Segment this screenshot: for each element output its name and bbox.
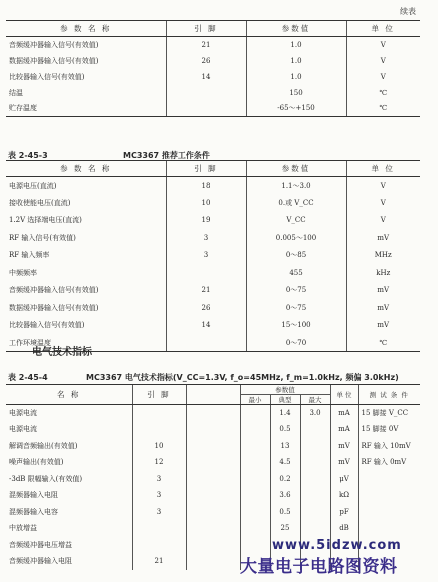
spec-blank — [186, 454, 240, 471]
spec-min — [240, 520, 270, 537]
spec-min — [240, 537, 270, 554]
operating-conditions-body — [6, 177, 420, 352]
spec-typ: 0.5 — [270, 421, 300, 438]
param-unit: mV — [346, 282, 420, 300]
param-name: 中频频率 — [9, 268, 37, 277]
spec-max — [300, 471, 330, 488]
param-value: 455 — [246, 264, 346, 282]
spec-min — [240, 504, 270, 521]
spec-blank — [186, 438, 240, 455]
spec-name: 解调音频输出(有效值) — [9, 441, 78, 450]
param-name: 比较器输入信号(有效值) — [9, 321, 85, 330]
spec-blank — [186, 421, 240, 438]
spec-name: 中放增益 — [9, 524, 37, 533]
col-header-unit: 单 位 — [346, 21, 420, 37]
spec-condition — [358, 487, 420, 504]
param-name: 贮存温度 — [6, 101, 166, 117]
table-row — [6, 487, 420, 504]
col-header-name: 参 数 名 称 — [6, 21, 166, 37]
table3-title: MC3367 电气技术指标(V_CC=1.3V, f_o=45MHz, f_m=1.0kHz, 频偏 3.0kHz) — [86, 373, 399, 382]
section-title: 电气技术指标 — [32, 347, 92, 358]
param-value: V_CC — [246, 212, 346, 230]
spec-blank — [186, 471, 240, 488]
col-header-min: 最小 — [240, 395, 270, 405]
table-row — [6, 405, 420, 422]
param-unit: V — [346, 194, 420, 212]
param-value: 0～75 — [246, 299, 346, 317]
col-header-pin: 引 脚 — [132, 385, 186, 405]
limits-table — [6, 20, 420, 117]
param-unit: mV — [346, 299, 420, 317]
param-pin: 21 — [166, 37, 246, 53]
param-unit: ℃ — [346, 85, 420, 101]
table-row — [6, 282, 420, 300]
spec-pin: 3 — [132, 471, 186, 488]
spec-max: 3.0 — [300, 405, 330, 422]
table-row — [6, 247, 420, 265]
param-value: 1.0 — [246, 37, 346, 53]
spec-pin — [132, 537, 186, 554]
spec-blank — [186, 504, 240, 521]
spec-blank — [186, 487, 240, 504]
table-row — [6, 53, 420, 69]
param-pin — [166, 334, 246, 352]
spec-max — [300, 438, 330, 455]
table-row — [6, 37, 420, 53]
spec-typ: 4.5 — [270, 454, 300, 471]
param-unit: MHz — [346, 247, 420, 265]
param-pin: 26 — [166, 53, 246, 69]
table-row — [6, 504, 420, 521]
param-unit: V — [346, 69, 420, 85]
spec-condition: 15 脚接 0V — [358, 421, 420, 438]
param-pin: 18 — [166, 177, 246, 195]
spec-name: 混频器输入电容 — [9, 507, 58, 516]
col-header-value: 参数值 — [246, 21, 346, 37]
table-row — [6, 471, 420, 488]
watermark-text: 大量电子电路图资料 — [240, 557, 398, 577]
param-value: 0～85 — [246, 247, 346, 265]
col-header-value: 参数值 — [246, 161, 346, 177]
param-value: 1.1～3.0 — [246, 177, 346, 195]
spec-unit: mA — [330, 421, 358, 438]
spec-pin: 3 — [132, 504, 186, 521]
param-unit: ℃ — [346, 334, 420, 352]
param-name: 结温 — [9, 88, 23, 97]
param-value: 150 — [246, 85, 346, 101]
param-value: 0.或 V_CC — [246, 194, 346, 212]
spec-condition: 15 脚接 V_CC — [358, 405, 420, 422]
spec-typ: 3.6 — [270, 487, 300, 504]
table-row — [6, 177, 420, 195]
param-name: 音频缓冲器输入信号(有效值) — [9, 40, 99, 49]
operating-conditions-table — [6, 160, 420, 352]
continuation-label: 续表 — [400, 7, 416, 16]
param-pin — [166, 101, 246, 117]
param-unit: V — [346, 53, 420, 69]
param-unit: V — [346, 212, 420, 230]
table2-title: MC3367 推荐工作条件 — [123, 151, 210, 160]
spec-condition: RF 输入 10mV — [358, 438, 420, 455]
col-header-typ: 典型 — [270, 395, 300, 405]
param-unit: V — [346, 37, 420, 53]
spec-name: 音频缓冲器输入电阻 — [9, 557, 72, 566]
param-name: 工作环境温度 — [6, 334, 166, 352]
spec-typ: 1.4 — [270, 405, 300, 422]
spec-min — [240, 421, 270, 438]
spec-pin — [132, 520, 186, 537]
spec-condition — [358, 520, 420, 537]
table-row — [6, 212, 420, 230]
spec-condition — [358, 504, 420, 521]
spec-min — [240, 438, 270, 455]
param-pin: 10 — [166, 194, 246, 212]
spec-name: 电源电流 — [9, 425, 37, 434]
param-pin: 14 — [166, 317, 246, 335]
spec-name: -3dB 限幅输入(有效值) — [9, 474, 83, 483]
param-value: 1.0 — [246, 69, 346, 85]
col-header-pin: 引 脚 — [166, 161, 246, 177]
table-row — [6, 69, 420, 85]
spec-condition — [358, 471, 420, 488]
spec-pin: 21 — [132, 553, 186, 570]
spec-min — [240, 405, 270, 422]
spec-unit: μV — [330, 471, 358, 488]
col-header-name: 名 称 — [6, 385, 132, 405]
param-pin: 21 — [166, 282, 246, 300]
param-unit: kHz — [346, 264, 420, 282]
spec-unit: mV — [330, 454, 358, 471]
param-pin: 3 — [166, 247, 246, 265]
param-value: -65～+150 — [246, 101, 346, 117]
col-header-unit: 单 位 — [346, 161, 420, 177]
param-name: 1.2V 选择端电压(直流) — [9, 216, 82, 225]
param-value: 15～100 — [246, 317, 346, 335]
spec-pin — [132, 421, 186, 438]
spec-pin: 10 — [132, 438, 186, 455]
spec-unit: pF — [330, 504, 358, 521]
param-pin: 14 — [166, 69, 246, 85]
param-pin — [166, 264, 246, 282]
spec-typ: 25 — [270, 520, 300, 537]
watermark-url: www.5idzw.com — [272, 538, 402, 553]
spec-name: 音频缓冲器电压增益 — [9, 540, 72, 549]
limits-table-body — [6, 37, 420, 117]
col-header-unit: 单 位 — [330, 385, 358, 405]
spec-unit: dB — [330, 520, 358, 537]
param-unit: V — [346, 177, 420, 195]
spec-typ: 0.5 — [270, 504, 300, 521]
spec-blank — [186, 537, 240, 554]
spec-unit: kΩ — [330, 487, 358, 504]
spec-pin: 3 — [132, 487, 186, 504]
spec-blank — [186, 520, 240, 537]
param-name: 数据缓冲器输入信号(有效值) — [9, 56, 99, 65]
spec-condition: RF 输入 0mV — [358, 454, 420, 471]
table-row — [6, 421, 420, 438]
param-name: 电源电压(直流) — [9, 181, 57, 190]
spec-unit: mA — [330, 405, 358, 422]
col-header-params: 参数值 — [240, 385, 330, 395]
table-row — [6, 299, 420, 317]
spec-blank — [186, 553, 240, 570]
table-row — [6, 101, 420, 117]
param-value: 0～75 — [246, 282, 346, 300]
col-header-condition: 测 试 条 件 — [358, 385, 420, 405]
spec-name: 噪声输出(有效值) — [9, 458, 64, 467]
spec-typ: 0.2 — [270, 471, 300, 488]
table-row — [6, 520, 420, 537]
spec-max — [300, 504, 330, 521]
table-row — [6, 454, 420, 471]
param-unit: mV — [346, 317, 420, 335]
table-row — [6, 194, 420, 212]
param-name: 数据缓冲器输入信号(有效值) — [9, 303, 99, 312]
spec-unit: mV — [330, 438, 358, 455]
param-unit: mV — [346, 229, 420, 247]
col-header-pin: 引 脚 — [166, 21, 246, 37]
table3-number: 表 2-45-4 — [8, 373, 48, 382]
table2-number: 表 2-45-3 — [8, 151, 48, 160]
col-header-blank — [186, 385, 240, 405]
param-name: 音频缓冲器输入信号(有效值) — [9, 286, 99, 295]
param-name: 接收使能电压(直流) — [9, 198, 71, 207]
spec-name: 电源电流 — [9, 409, 37, 417]
spec-name: 混频器输入电阻 — [9, 491, 58, 500]
param-pin: 26 — [166, 299, 246, 317]
table-row — [6, 264, 420, 282]
param-value: 0～70 — [246, 334, 346, 352]
table-row — [6, 438, 420, 455]
col-header-max: 最大 — [300, 395, 330, 405]
param-name: RF 输入频率 — [9, 251, 50, 260]
table-row — [6, 229, 420, 247]
param-pin: 3 — [166, 229, 246, 247]
table-row — [6, 317, 420, 335]
spec-max — [300, 454, 330, 471]
spec-pin — [132, 405, 186, 422]
param-pin: 19 — [166, 212, 246, 230]
param-name: RF 输入信号(有效值) — [9, 233, 76, 242]
col-header-name: 参 数 名 称 — [6, 161, 166, 177]
param-value: 1.0 — [246, 53, 346, 69]
spec-max — [300, 520, 330, 537]
param-unit: ℃ — [346, 101, 420, 117]
param-value: 0.005～100 — [246, 229, 346, 247]
param-pin — [166, 85, 246, 101]
table3-caption — [8, 372, 399, 383]
spec-max — [300, 487, 330, 504]
spec-min — [240, 471, 270, 488]
spec-pin: 12 — [132, 454, 186, 471]
param-name: 比较器输入信号(有效值) — [9, 72, 85, 81]
spec-max — [300, 421, 330, 438]
spec-typ: 13 — [270, 438, 300, 455]
spec-min — [240, 454, 270, 471]
spec-blank — [186, 405, 240, 422]
spec-min — [240, 487, 270, 504]
table-row — [6, 85, 420, 101]
